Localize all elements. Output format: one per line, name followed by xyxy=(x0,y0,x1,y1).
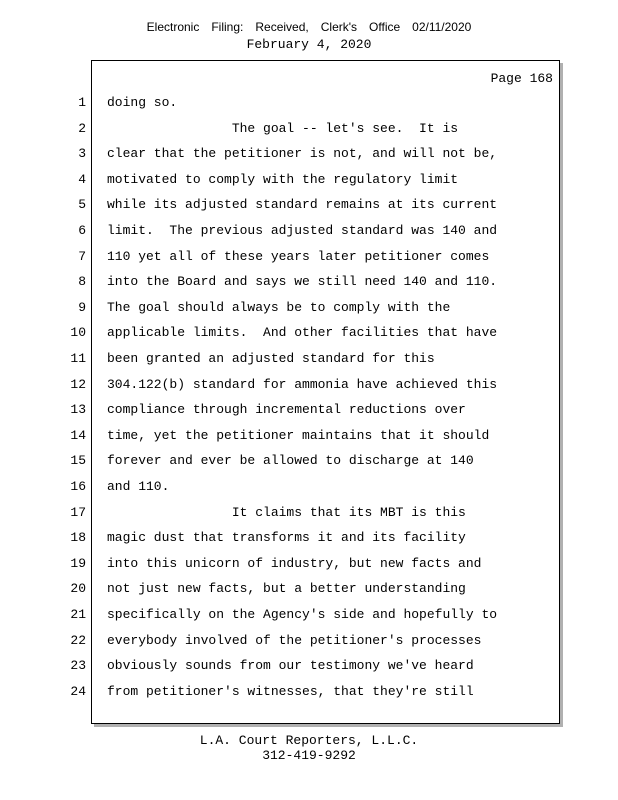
line-text: It claims that its MBT is this xyxy=(107,505,466,520)
line-number: 23 xyxy=(70,658,86,673)
line-number: 19 xyxy=(70,556,86,571)
page-number: Page 168 xyxy=(490,71,553,86)
filing-word-3: Received, xyxy=(255,20,309,34)
line-text: forever and ever be allowed to discharge at 140 xyxy=(107,453,474,468)
line-number: 4 xyxy=(78,172,86,187)
line-number: 20 xyxy=(70,581,86,596)
line-text: obviously sounds from our testimony we've heard xyxy=(107,658,474,673)
line-number: 10 xyxy=(70,325,86,340)
line-text: everybody involved of the petitioner's processes xyxy=(107,633,482,648)
line-text: 110 yet all of these years later petitioner comes xyxy=(107,249,490,264)
line-text: limit. The previous adjusted standard was 140 and xyxy=(107,223,498,238)
line-number: 18 xyxy=(70,530,86,545)
line-text: time, yet the petitioner maintains that it should xyxy=(107,428,490,443)
line-number: 8 xyxy=(78,274,86,289)
line-text: compliance through incremental reductions over xyxy=(107,402,466,417)
line-text: specifically on the Agency's side and hopefully to xyxy=(107,607,498,622)
line-text: The goal should always be to comply with the xyxy=(107,300,451,315)
filing-word-1: Electronic xyxy=(146,20,200,34)
line-text: 304.122(b) standard for ammonia have achieved this xyxy=(107,377,498,392)
line-text: into the Board and says we still need 140 and 110. xyxy=(107,274,498,289)
line-number: 17 xyxy=(70,505,86,520)
line-text: not just new facts, but a better understanding xyxy=(107,581,466,596)
reporter-phone: 312-419-9292 xyxy=(262,748,356,763)
filing-date: 02/11/2020 xyxy=(412,20,472,34)
line-number: 22 xyxy=(70,633,86,648)
filing-word-4: Clerk's xyxy=(320,20,358,34)
line-text: into this unicorn of industry, but new facts and xyxy=(107,556,482,571)
line-number: 3 xyxy=(78,146,86,161)
line-number: 24 xyxy=(70,684,86,699)
line-number: 16 xyxy=(70,479,86,494)
line-number: 14 xyxy=(70,428,86,443)
line-number: 7 xyxy=(78,249,86,264)
line-text: applicable limits. And other facilities that have xyxy=(107,325,498,340)
line-text: The goal -- let's see. It is xyxy=(107,121,459,136)
line-text: been granted an adjusted standard for this xyxy=(107,351,435,366)
line-number: 13 xyxy=(70,402,86,417)
filing-word-5: Office xyxy=(369,20,401,34)
filing-word-2: Filing: xyxy=(211,20,244,34)
reporter-company: L.A. Court Reporters, L.L.C. xyxy=(199,733,419,748)
line-text: while its adjusted standard remains at its current xyxy=(107,197,498,212)
transcript-date: February 4, 2020 xyxy=(246,37,372,52)
line-number: 2 xyxy=(78,121,86,136)
line-number: 9 xyxy=(78,300,86,315)
line-text: magic dust that transforms it and its facility xyxy=(107,530,466,545)
line-number: 12 xyxy=(70,377,86,392)
line-text: clear that the petitioner is not, and will not be, xyxy=(107,146,498,161)
line-text: motivated to comply with the regulatory limit xyxy=(107,172,459,187)
line-text: doing so. xyxy=(107,95,178,110)
line-number: 15 xyxy=(70,453,86,468)
line-number: 21 xyxy=(70,607,86,622)
line-number: 11 xyxy=(70,351,86,366)
line-number: 5 xyxy=(78,197,86,212)
filing-stamp xyxy=(0,20,618,34)
line-text: and 110. xyxy=(107,479,170,494)
line-number: 1 xyxy=(78,95,86,110)
line-text: from petitioner's witnesses, that they're still xyxy=(107,684,474,699)
footer xyxy=(0,733,618,763)
line-number: 6 xyxy=(78,223,86,238)
